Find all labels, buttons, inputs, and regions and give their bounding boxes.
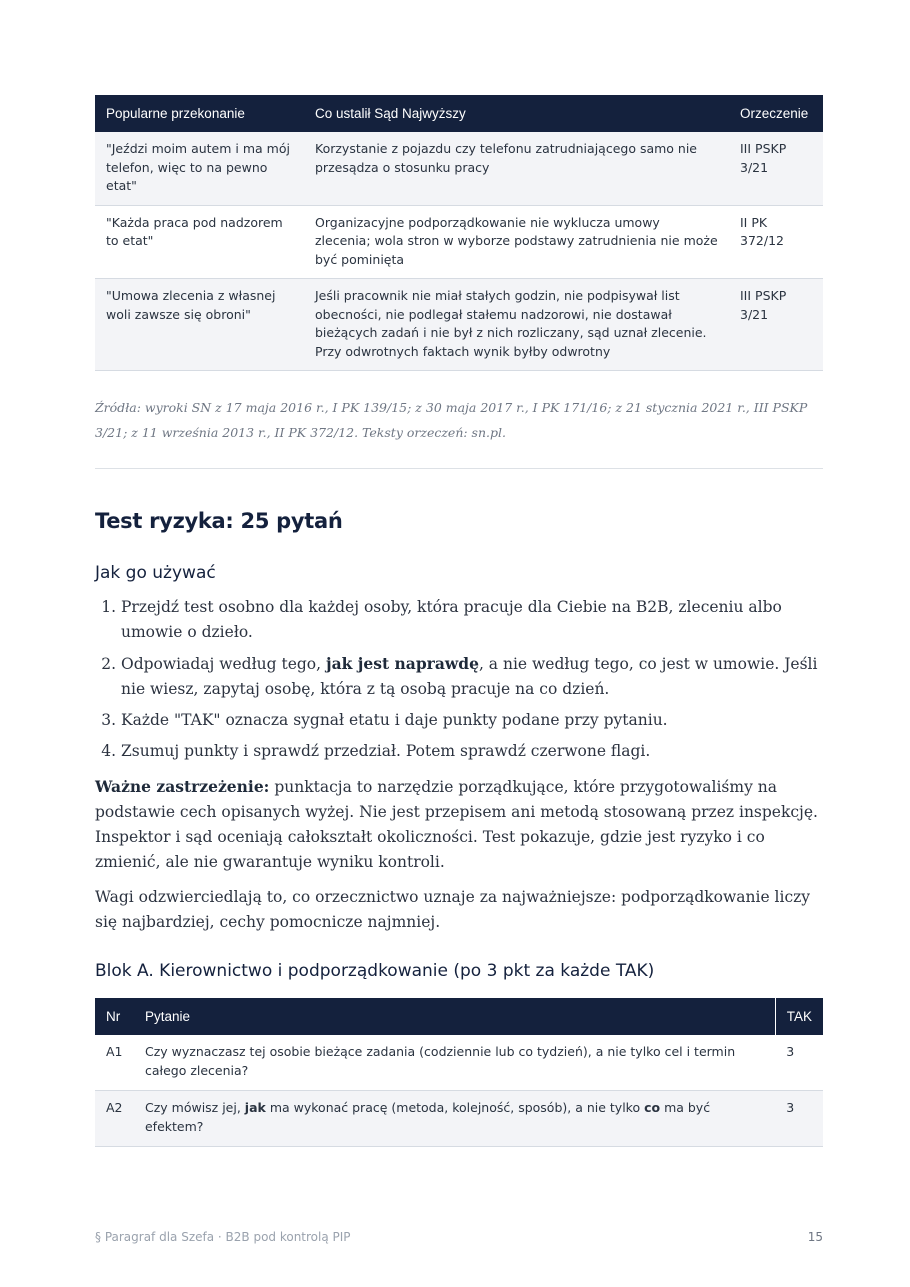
question-text-part: Czy mówisz jej, (144, 1100, 245, 1115)
how-to-heading: Jak go używać (95, 563, 216, 583)
step-text: , a nie według tego, co jest w umowie. Jeśli nie wiesz, zapytaj osobę, która z tą osobą pracuje na co dzień. (121, 655, 818, 698)
question-text-part: ma wykonać pracę (metoda, kolejność, sposób), a nie tylko (265, 1100, 645, 1115)
question-emphasis: co (644, 1100, 661, 1115)
finding-cell: Organizacyjne podporządkowanie nie wyklucza umowy zlecenia; wola stron w wyborze podstawy zatrudnienia nie może być pominięta (304, 205, 729, 279)
question-emphasis: jak (244, 1100, 266, 1115)
question-text: Czy wyznaczasz tej osobie bieżące zadania (codziennie lub co tydzień), a nie tylko cel i termin całego zlecenia? (134, 1035, 775, 1091)
belief-cell: "Umowa zlecenia z własnej woli zawsze się obroni" (95, 279, 304, 371)
page-content (95, 95, 823, 1147)
table-row (95, 1091, 823, 1147)
step-emphasis: jak jest naprawdę (325, 654, 479, 673)
question-points: 3 (775, 1091, 823, 1147)
ruling-cell: III PSKP 3/21 (729, 279, 823, 371)
col-header-nr: Nr (95, 998, 134, 1035)
step-text: Przejdź test osobno dla każdej osoby, która pracuje dla Ciebie na B2B, zleceniu albo umowie o dzieło. (121, 598, 782, 641)
sources-note: Źródła: wyroki SN z 17 maja 2016 r., I PK 139/15; z 30 maja 2017 r., I PK 171/16; z 21 stycznia 2021 r., III PSKP 3/21; z 11 września 2013 r., II PK 372/12. Teksty orzeczeń: sn.pl. (95, 400, 808, 440)
col-header-finding: Co ustalił Sąd Najwyższy (304, 95, 729, 132)
finding-cell: Korzystanie z pojazdu czy telefonu zatrudniającego samo nie przesądza o stosunku pracy (304, 132, 729, 205)
belief-cell: "Jeździ moim autem i ma mój telefon, więc to na pewno etat" (95, 132, 304, 205)
disclaimer-paragraph (95, 774, 823, 875)
belief-cell: "Każda praca pod nadzorem to etat" (95, 205, 304, 279)
table-row (95, 1035, 823, 1091)
ruling-cell: III PSKP 3/21 (729, 132, 823, 205)
table-row (95, 279, 823, 371)
table-row (95, 205, 823, 279)
page-number: 15 (807, 1230, 823, 1244)
step-text: Zsumuj punkty i sprawdź przedział. Potem sprawdź czerwone flagi. (121, 742, 651, 760)
table-row (95, 132, 823, 205)
step-text: Każde "TAK" oznacza sygnał etatu i daje punkty podane przy pytaniu. (121, 711, 668, 729)
list-item (121, 708, 823, 733)
col-header-ruling: Orzeczenie (729, 95, 823, 132)
list-item (121, 651, 823, 702)
step-text: Odpowiadaj według tego, (121, 655, 326, 673)
steps-list (95, 595, 823, 764)
disclaimer-label: Ważne zastrzeżenie: (95, 777, 270, 796)
list-item (121, 739, 823, 764)
section-divider (95, 468, 823, 469)
weights-paragraph: Wagi odzwierciedlają to, co orzecznictwo uznaje za najważniejsze: podporządkowanie liczy się najbardziej, cechy pomocnicze najmniej. (95, 888, 811, 931)
col-header-yes: TAK (775, 998, 823, 1035)
col-header-question: Pytanie (134, 998, 775, 1035)
col-header-belief: Popularne przekonanie (95, 95, 304, 132)
page-footer (95, 1230, 823, 1244)
block-a-header-row (95, 998, 823, 1035)
section-title: Test ryzyka: 25 pytań (95, 509, 343, 533)
rulings-header-row (95, 95, 823, 132)
question-text (134, 1091, 775, 1147)
rulings-table (95, 95, 823, 371)
disclaimer-text: punktacja to narzędzie porządkujące, które przygotowaliśmy na podstawie cech opisanych wyżej. Nie jest przepisem ani metodą stosowaną przez inspekcję. Inspektor i sąd oceniają całokształt okoliczności. Test pokazuje, gdzie jest ryzyko i co zmienić, ale nie gwarantuje wyniku kontroli. (95, 778, 818, 871)
list-item (121, 595, 823, 645)
question-text-part: ma być efektem? (144, 1100, 711, 1134)
question-number: A1 (95, 1035, 134, 1091)
question-number: A2 (95, 1091, 134, 1147)
block-a-title: Blok A. Kierownictwo i podporządkowanie (po 3 pkt za każde TAK) (95, 961, 655, 981)
ruling-cell: II PK 372/12 (729, 205, 823, 279)
finding-cell: Jeśli pracownik nie miał stałych godzin, nie podpisywał list obecności, nie podlegał stałemu nadzorowi, nie dostawał bieżących zadań i nie był z nich rozliczany, sąd uznał zlecenie. Przy odwrotnych faktach wynik byłby odwrotny (304, 279, 729, 371)
footer-title: § Paragraf dla Szefa · B2B pod kontrolą PIP (95, 1230, 351, 1244)
block-a-table (95, 998, 823, 1147)
question-points: 3 (775, 1035, 823, 1091)
